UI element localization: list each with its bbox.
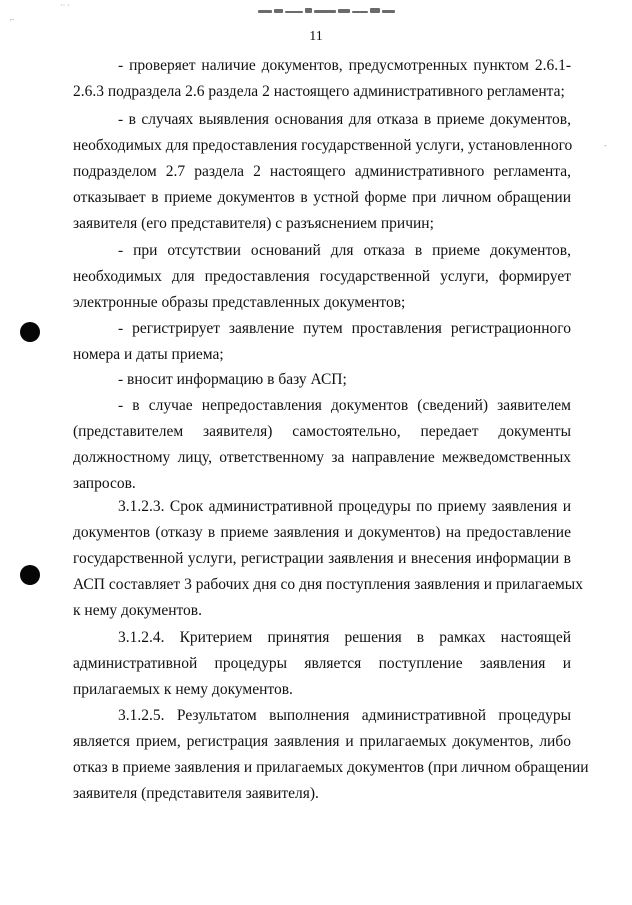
text-line: 3.1.2.5. Результатом выполнения административной процедуры	[118, 707, 571, 724]
text-line: отказывает в приеме документов в устной форме при личном обращении	[73, 189, 571, 206]
text-line: (представителем заявителя) самостоятельно, передает документы	[73, 423, 571, 440]
text-line: государственной услуги, регистрации заявления и внесения информации в	[73, 550, 571, 567]
text-line: подразделом 2.7 раздела 2 настоящего административного регламента,	[73, 163, 571, 180]
text-line: заявителя (его представителя) с разъяснением причин;	[73, 215, 434, 232]
text-line: необходимых для предоставления государственной услуги, установленного	[73, 137, 573, 154]
text-line: 3.1.2.3. Срок административной процедуры по приему заявления и	[118, 498, 571, 515]
page-number: 11	[309, 29, 323, 44]
text-line: административной процедуры является поступление заявления и	[73, 655, 571, 672]
text-line: отказ в приеме заявления и прилагаемых документов (при личном обращении	[73, 759, 589, 776]
scan-corner-mark: ⌐	[10, 15, 15, 24]
paragraph-3-1-2-3	[73, 494, 583, 624]
text-line: - в случаях выявления основания для отказа в приеме документов,	[118, 111, 571, 128]
text-line: номера и даты приема;	[73, 346, 224, 363]
text-line: - вносит информацию в базу АСП;	[118, 371, 347, 388]
paragraph-3-1-2-4	[73, 625, 571, 703]
text-line: к нему документов.	[73, 602, 203, 619]
text-line: заявителя (представителя заявителя).	[73, 785, 319, 802]
paragraph-enter-asp	[73, 367, 571, 393]
text-line: 3.1.2.4. Критерием принятия решения в рамках настоящей	[118, 629, 571, 646]
paragraph-refusal-grounds	[73, 107, 571, 237]
text-line: - в случае непредоставления документов (сведений) заявителем	[118, 397, 571, 414]
binder-hole-top	[20, 322, 40, 342]
text-line: должностному лицу, ответственному за направление межведомственных	[73, 449, 571, 466]
text-line: прилагаемых к нему документов.	[73, 681, 293, 698]
text-line: 2.6.3 подраздела 2.6 раздела 2 настоящего административного регламента;	[73, 83, 565, 100]
scan-corner-mark: ·· ·	[60, 1, 70, 10]
binder-hole-bottom	[20, 565, 40, 585]
text-line: документов (отказу в приеме заявления и документов) на предоставление	[73, 524, 571, 541]
text-line: электронные образы представленных документов;	[73, 294, 406, 311]
text-line: - регистрирует заявление путем проставления регистрационного	[118, 320, 571, 337]
text-line: АСП составляет 3 рабочих дня со дня поступления заявления и прилагаемых	[73, 576, 583, 593]
text-line: - проверяет наличие документов, предусмотренных пунктом 2.6.1-	[118, 57, 571, 74]
paragraph-interagency-requests	[73, 393, 571, 497]
scan-edge-mark: -	[604, 141, 607, 150]
scan-noise-stamp	[258, 6, 396, 18]
text-line: - при отсутствии оснований для отказа в приеме документов,	[118, 242, 571, 259]
paragraph-check-documents	[73, 53, 571, 105]
paragraph-3-1-2-5	[73, 703, 589, 807]
text-line: запросов.	[73, 475, 136, 492]
paragraph-no-refusal-grounds	[73, 238, 571, 316]
text-line: является прием, регистрация заявления и прилагаемых документов, либо	[73, 733, 571, 750]
paragraph-register-application	[73, 316, 571, 368]
text-line: необходимых для предоставления государственной услуги, формирует	[73, 268, 571, 285]
